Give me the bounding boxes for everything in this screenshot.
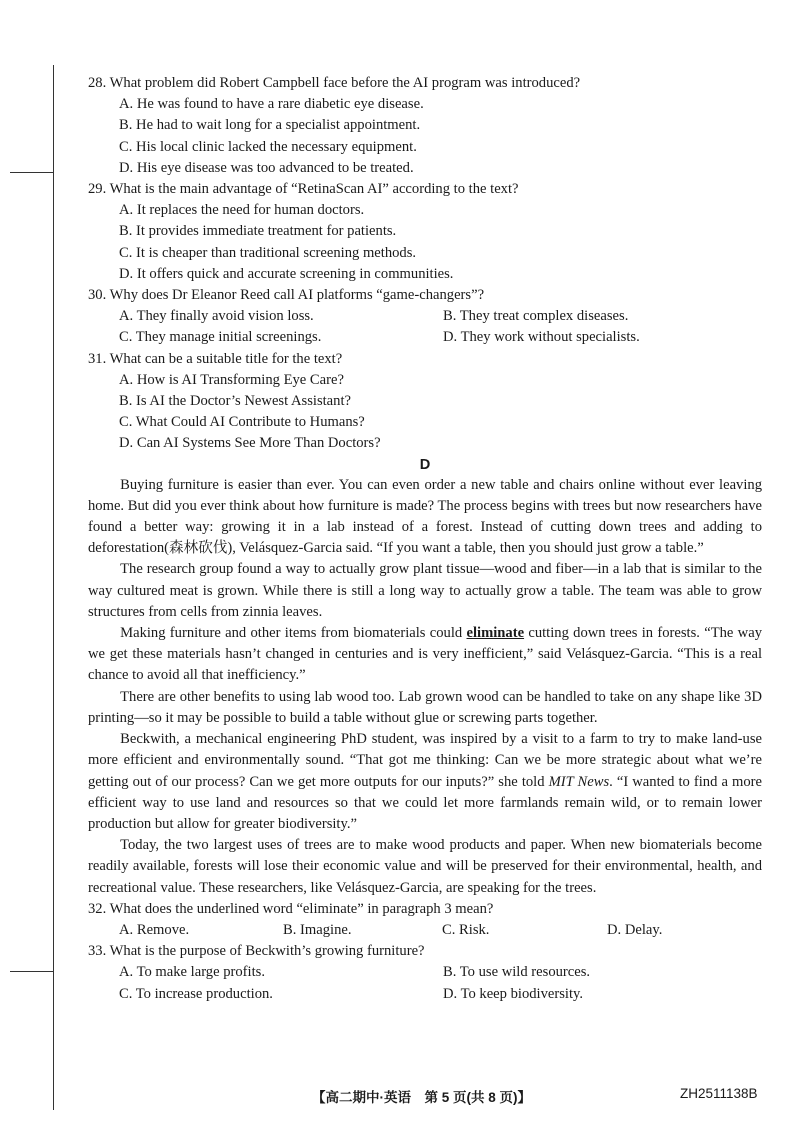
text-span: cutting down trees in forests. “The way we get these materials hasn’t changed in centuries and is very inefficient,” said Velásquez-Garcia. “This is a real chance to avoid all that inefficiency.” bbox=[88, 625, 762, 684]
question-stem: 28. What problem did Robert Campbell face before the AI program was introduced? bbox=[88, 75, 581, 91]
option-b: B. Is AI the Doctor’s Newest Assistant? bbox=[119, 393, 351, 410]
option-c: C. It is cheaper than traditional screening methods. bbox=[119, 244, 417, 261]
underlined-word: eliminate bbox=[466, 625, 525, 642]
option-a: A. Remove. bbox=[119, 921, 190, 938]
option-d: D. Can AI Systems See More Than Doctors? bbox=[119, 435, 381, 452]
option-b: B. He had to wait long for a specialist appointment. bbox=[119, 117, 421, 134]
option-a: A. They finally avoid vision loss. bbox=[119, 308, 314, 325]
passage-paragraph-4: There are other benefits to using lab wood too. Lab grown wood can be handled to take on any shape like 3D printing—so it may be possible to build a table without glue or screwing parts together. bbox=[88, 688, 762, 726]
page-number-label: 【高二期中·英语 第 5 页(共 8 页)】 bbox=[312, 1090, 532, 1105]
option-c: C. They manage initial screenings. bbox=[119, 329, 322, 346]
option-a: A. It replaces the need for human doctors. bbox=[119, 202, 365, 219]
margin-tick-top bbox=[10, 172, 54, 173]
option-d: D. His eye disease was too advanced to be treated. bbox=[119, 159, 414, 176]
margin-tick-bottom bbox=[10, 971, 54, 972]
question-stem: 29. What is the main advantage of “RetinaScan AI” according to the text? bbox=[88, 181, 519, 198]
options-row bbox=[119, 920, 762, 941]
option-c: C. His local clinic lacked the necessary equipment. bbox=[119, 138, 417, 155]
option-c: C. To increase production. bbox=[119, 985, 273, 1002]
passage-paragraph-6: Today, the two largest uses of trees are to make wood products and paper. When new biomaterials become readily available, forests will lose their economic value and will be preserved for their environmental, health, and recreational value. These researchers, like Velásquez-Garcia, are speaking for the trees. bbox=[88, 837, 762, 896]
option-d: D. Delay. bbox=[607, 921, 663, 938]
options-row-2 bbox=[119, 327, 762, 348]
text-span: Beckwith, a mechanical engineering PhD student, was inspired by a visit to a farm to try to make land-use more efficient and environmentally sound. “That got me thinking: Can we be more strategic about what we’re getting out of our process? Can we get more outputs for our inputs?” she told bbox=[88, 731, 762, 790]
question-33 bbox=[88, 941, 762, 1005]
question-stem: 33. What is the purpose of Beckwith’s growing furniture? bbox=[88, 943, 425, 960]
question-32 bbox=[88, 899, 762, 941]
exam-page bbox=[88, 73, 762, 1005]
question-stem: 30. Why does Dr Eleanor Reed call AI platforms “game-changers”? bbox=[88, 287, 485, 304]
option-c: C. What Could AI Contribute to Humans? bbox=[119, 414, 365, 431]
question-28 bbox=[88, 73, 762, 179]
text-span: Making furniture and other items from biomaterials could bbox=[120, 625, 467, 642]
source-name: MIT News bbox=[548, 773, 610, 790]
option-b: B. They treat complex diseases. bbox=[443, 308, 629, 325]
option-c: C. Risk. bbox=[442, 921, 490, 938]
passage-paragraph-2: The research group found a way to actually grow plant tissue—wood and fiber—in a lab that is similar to the way cultured meat is grown. While there is still a long way to actually grow a table. The team was able to grow structures from cells from zinnia leaves. bbox=[88, 561, 762, 620]
question-stem: 31. What can be a suitable title for the text? bbox=[88, 350, 343, 367]
passage-paragraph-5 bbox=[88, 729, 762, 835]
binding-margin-line bbox=[53, 65, 54, 1110]
option-d: D. It offers quick and accurate screening in communities. bbox=[119, 265, 454, 282]
option-a: A. He was found to have a rare diabetic eye disease. bbox=[119, 96, 424, 113]
question-29 bbox=[88, 179, 762, 285]
option-a: A. To make large profits. bbox=[119, 964, 265, 981]
option-b: B. To use wild resources. bbox=[443, 964, 591, 981]
passage-paragraph-1: Buying furniture is easier than ever. You can even order a new table and chairs online without ever leaving home. But did you ever think about how furniture is made? The process begins with trees but now researchers have found a better way: growing it in a lab instead of a forest. Instead of cutting down trees and adding to deforestation(森林砍伐), Velásquez-Garcia said. “If you want a table, then you should just grow a table.” bbox=[88, 476, 762, 557]
option-b: B. Imagine. bbox=[283, 921, 352, 938]
question-30 bbox=[88, 285, 762, 349]
question-31 bbox=[88, 349, 762, 455]
text-span: . “I wanted to find a more efficient way to use land and resources so that we could let more farmlands remain wild, or to remain lower production but allow for greater biodiversity.” bbox=[88, 773, 762, 832]
section-heading: D bbox=[419, 456, 431, 473]
options-row-2 bbox=[119, 984, 762, 1005]
options-row-1 bbox=[119, 306, 762, 327]
options-row-1 bbox=[119, 962, 762, 983]
paper-code: ZH2511138B bbox=[680, 1086, 758, 1101]
option-a: A. How is AI Transforming Eye Care? bbox=[119, 371, 344, 388]
option-d: D. They work without specialists. bbox=[443, 329, 640, 346]
passage-paragraph-3 bbox=[88, 623, 762, 687]
option-d: D. To keep biodiversity. bbox=[443, 985, 584, 1002]
reading-passage bbox=[88, 475, 762, 899]
question-stem: 32. What does the underlined word “eliminate” in paragraph 3 mean? bbox=[88, 900, 494, 917]
option-b: B. It provides immediate treatment for patients. bbox=[119, 223, 397, 240]
